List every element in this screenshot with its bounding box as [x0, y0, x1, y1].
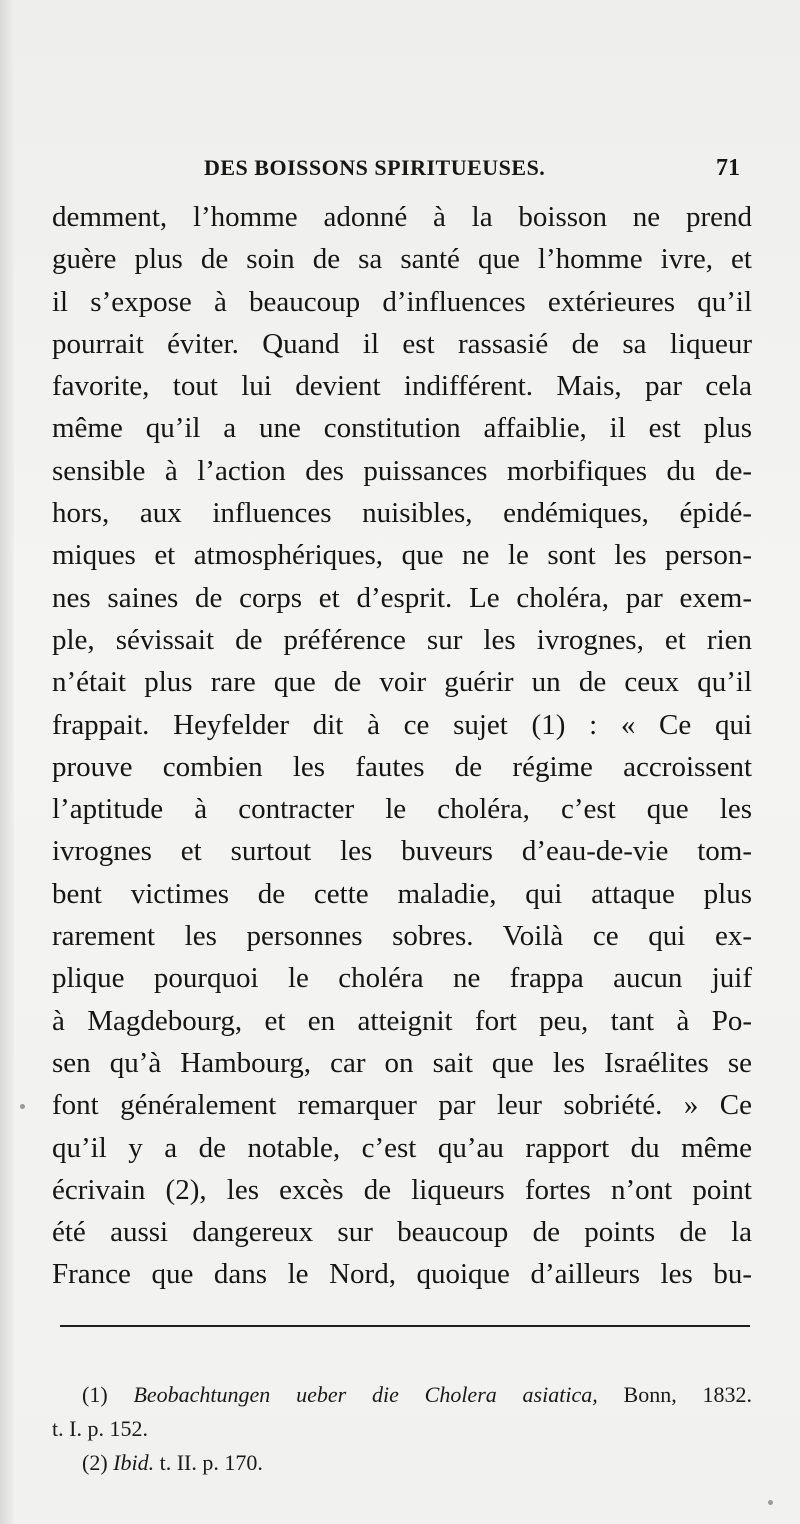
text-line: demment, l’homme adonné à la boisson ne prend	[52, 201, 752, 233]
text-line: frappait. Heyfelder dit à ce sujet (1) : « Ce qui	[52, 708, 752, 741]
page-number: 71	[716, 155, 740, 181]
footnote-rule	[60, 1325, 750, 1327]
text-line: prouve combien les fautes de régime accroissent	[52, 750, 752, 783]
text-line: plique pourquoi le choléra ne frappa aucun juif	[52, 962, 752, 995]
text-line: ple, sévissait de préférence sur les ivrognes, et rien	[52, 623, 752, 656]
paper-speck	[20, 1104, 25, 1109]
text-line: nes saines de corps et d’esprit. Le choléra, par exem-	[52, 581, 752, 614]
text-line: miques et atmosphériques, que ne le sont les person-	[52, 539, 752, 572]
text-line: qu’il y a de notable, c’est qu’au rapport du même	[52, 1131, 752, 1164]
text-line: sen qu’à Hambourg, car on sait que les Israélites se	[52, 1046, 752, 1079]
footnote-1-marker: (1)	[82, 1382, 108, 1407]
text-line: ivrognes et surtout les buveurs d’eau-de-vie tom-	[52, 835, 752, 868]
text-line: rarement les personnes sobres. Voilà ce qui ex-	[52, 920, 752, 953]
footnote-1-place-year: Bonn, 1832.	[623, 1382, 752, 1407]
footnote-1-title: Beobachtungen ueber die Cholera asiatica,	[133, 1382, 598, 1407]
page-gutter-shadow	[0, 0, 14, 1524]
text-line: pourrait éviter. Quand il est rassasié de sa liqueur	[52, 327, 752, 360]
footnote-2-marker: (2)	[82, 1450, 108, 1475]
paper-speck	[768, 1500, 773, 1505]
text-line: écrivain (2), les excès de liqueurs fortes n’ont point	[52, 1173, 752, 1206]
text-line: bent victimes de cette maladie, qui attaque plus	[52, 877, 752, 910]
body-text	[52, 196, 752, 1296]
text-line: l’aptitude à contracter le choléra, c’est que les	[52, 793, 752, 826]
text-line: favorite, tout lui devient indifférent. Mais, par cela	[52, 370, 752, 403]
text-line: même qu’il a une constitution affaiblie, il est plus	[52, 412, 752, 445]
page-header	[52, 155, 752, 189]
text-line: guère plus de soin de sa santé que l’homme ivre, et	[52, 243, 752, 276]
running-head: DES BOISSONS SPIRITUEUSES.	[204, 155, 546, 180]
text-line: font généralement remarquer par leur sobriété. » Ce	[52, 1089, 752, 1122]
footnote-1	[52, 1378, 752, 1412]
footnote-2	[52, 1446, 752, 1480]
text-line: n’était plus rare que de voir guérir un de ceux qu’il	[52, 666, 752, 699]
footnote-2-ref: t. II. p. 170.	[159, 1450, 263, 1475]
text-line: hors, aux influences nuisibles, endémiques, épidé-	[52, 497, 752, 530]
footnote-1-continuation: t. I. p. 152.	[52, 1416, 148, 1441]
text-line: France que dans le Nord, quoique d’ailleurs les bu-	[52, 1258, 752, 1291]
text-line: à Magdebourg, et en atteignit fort peu, tant à Po-	[52, 1004, 752, 1037]
text-line: sensible à l’action des puissances morbifiques du de-	[52, 454, 752, 487]
text-line: il s’expose à beaucoup d’influences extérieures qu’il	[52, 285, 752, 318]
footnotes	[52, 1378, 752, 1480]
footnote-2-ibid: Ibid.	[113, 1450, 155, 1475]
text-line: été aussi dangereux sur beaucoup de points de la	[52, 1216, 752, 1249]
